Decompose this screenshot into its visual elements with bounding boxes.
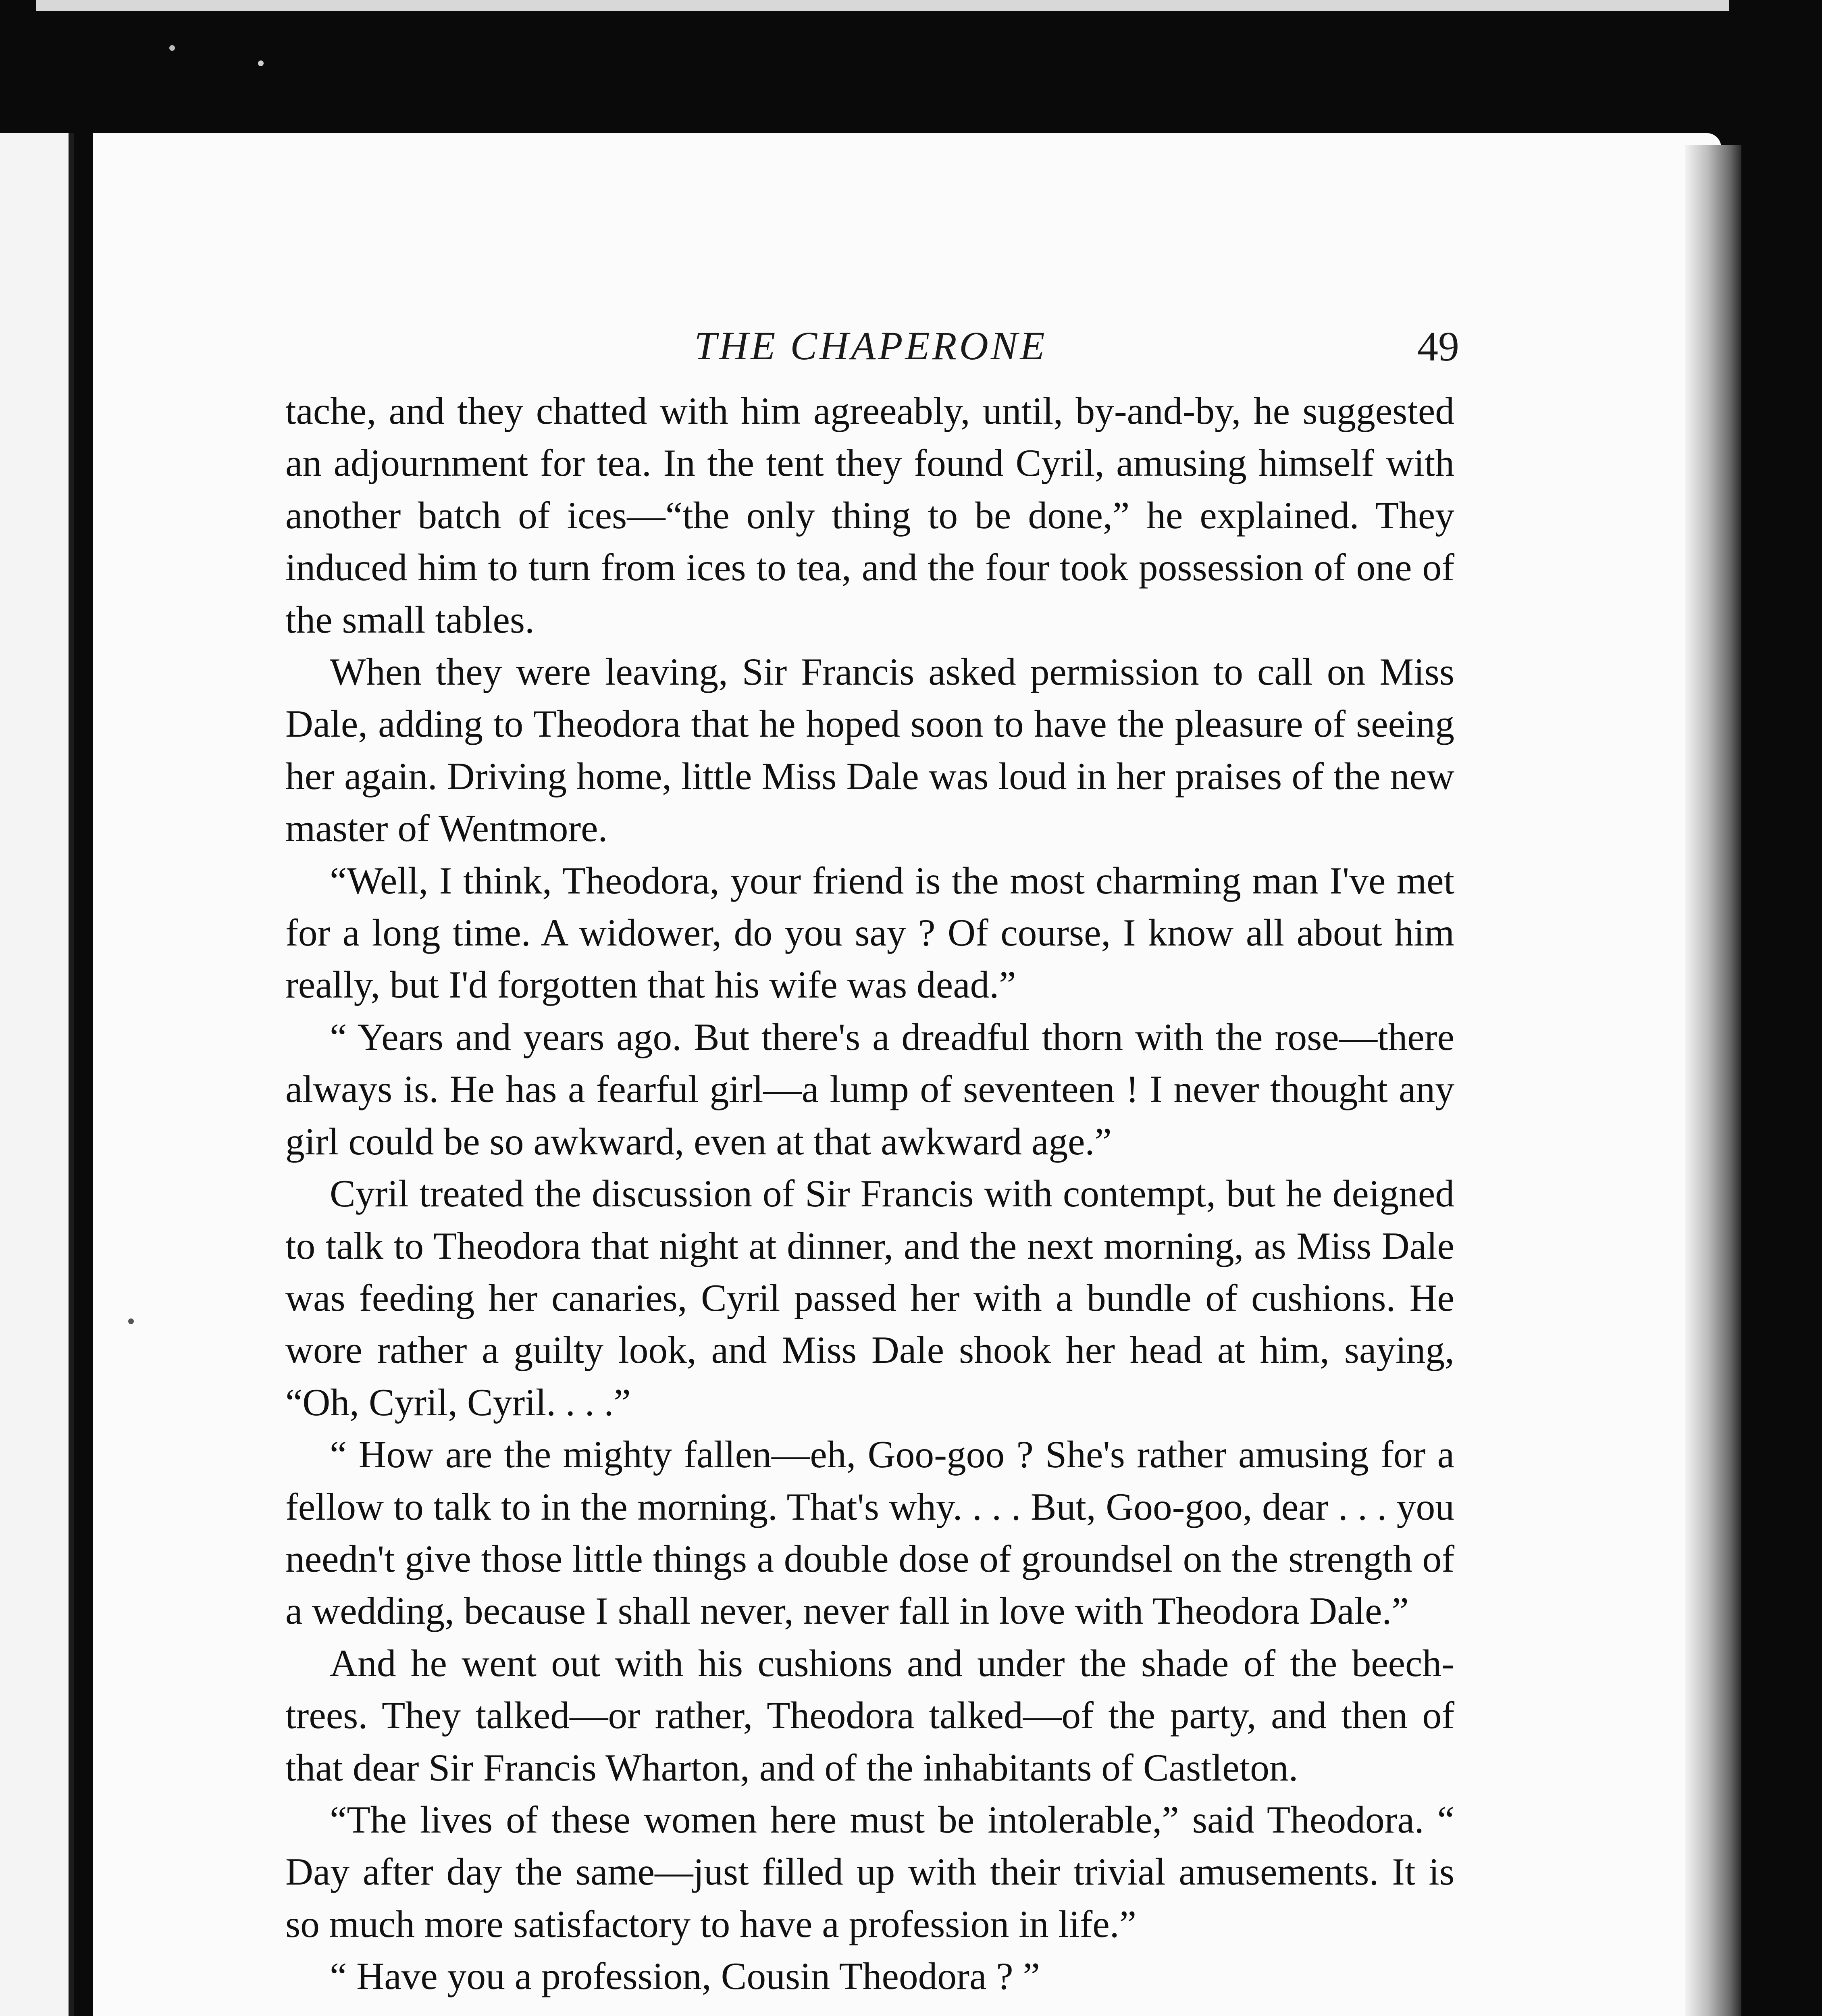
- scan-speck: [258, 60, 264, 66]
- paragraph: tache, and they chatted with him agreeably, until, by-and-by, he suggested an adjournment for tea. In the tent they found Cyril, amusing himself with another batch of ices—“the only thing to be done,” he explained. They induced him to turn from ices to tea, and the four took possession of one of the small tables.: [285, 389, 1454, 641]
- paragraph: When they were leaving, Sir Francis asked permission to call on Miss Dale, adding to Theodora that he hoped soon to have the pleasure of seeing her again. Driving home, little Miss Dale was loud in her praises of the new master of Wentmore.: [285, 650, 1454, 850]
- scan-speck: [169, 45, 175, 51]
- paragraph: “ How are the mighty fallen—eh, Goo-goo ? She's rather amusing for a fellow to talk to in the morning. That's why. . . . But, Goo-goo, dear . . . you needn't give those little things a double dose of groundsel on the strength of a wedding, because I shall never, never fall in love with Theodora Dale.”: [285, 1433, 1454, 1633]
- scan-speck: [128, 1318, 134, 1324]
- running-title: THE CHAPERONE: [694, 323, 1047, 368]
- page-gutter-shadow: [1685, 145, 1741, 2016]
- paragraph: And he went out with his cushions and under the shade of the beech-trees. They talked—or rather, Theodora talked—of the party, and then of that dear Sir Francis Wharton, and of the inhabitants of Castleton.: [285, 1641, 1454, 1789]
- left-page-edge: [0, 133, 74, 2016]
- facing-page-top-edge: [36, 0, 1729, 11]
- paragraph: Cyril treated the discussion of Sir Francis with contempt, but he deigned to talk to Theodora that night at dinner, and the next morning, as Miss Dale was feeding her canaries, Cyril passed her with a bundle of cushions. He wore rather a guilty look, and Miss Dale shook her head at him, saying, “Oh, Cyril, Cyril. . . .”: [285, 1172, 1454, 1424]
- paragraph: “ Have you a profession, Cousin Theodora ? ”: [330, 1955, 1040, 1998]
- paragraph: “Well, I think, Theodora, your friend is the most charming man I've met for a long time. A widower, do you say ? Of course, I know all about him really, but I'd forgotten that his wife was dead.”: [285, 859, 1454, 1006]
- paragraph: “ Years and years ago. But there's a dreadful thorn with the rose—there always is. He has a fearful girl—a lump of seventeen ! I never thought any girl could be so awkward, even at that awkward age.”: [285, 1015, 1454, 1163]
- page-number: 49: [1417, 323, 1459, 370]
- paragraph: “The lives of these women here must be intolerable,” said Theodora. “ Day after day the same—just filled up with their trivial amusements. It is so much more satisfactory to have a profession in life.”: [285, 1798, 1454, 1945]
- body-text: [285, 385, 1454, 2003]
- running-head: [282, 323, 1459, 383]
